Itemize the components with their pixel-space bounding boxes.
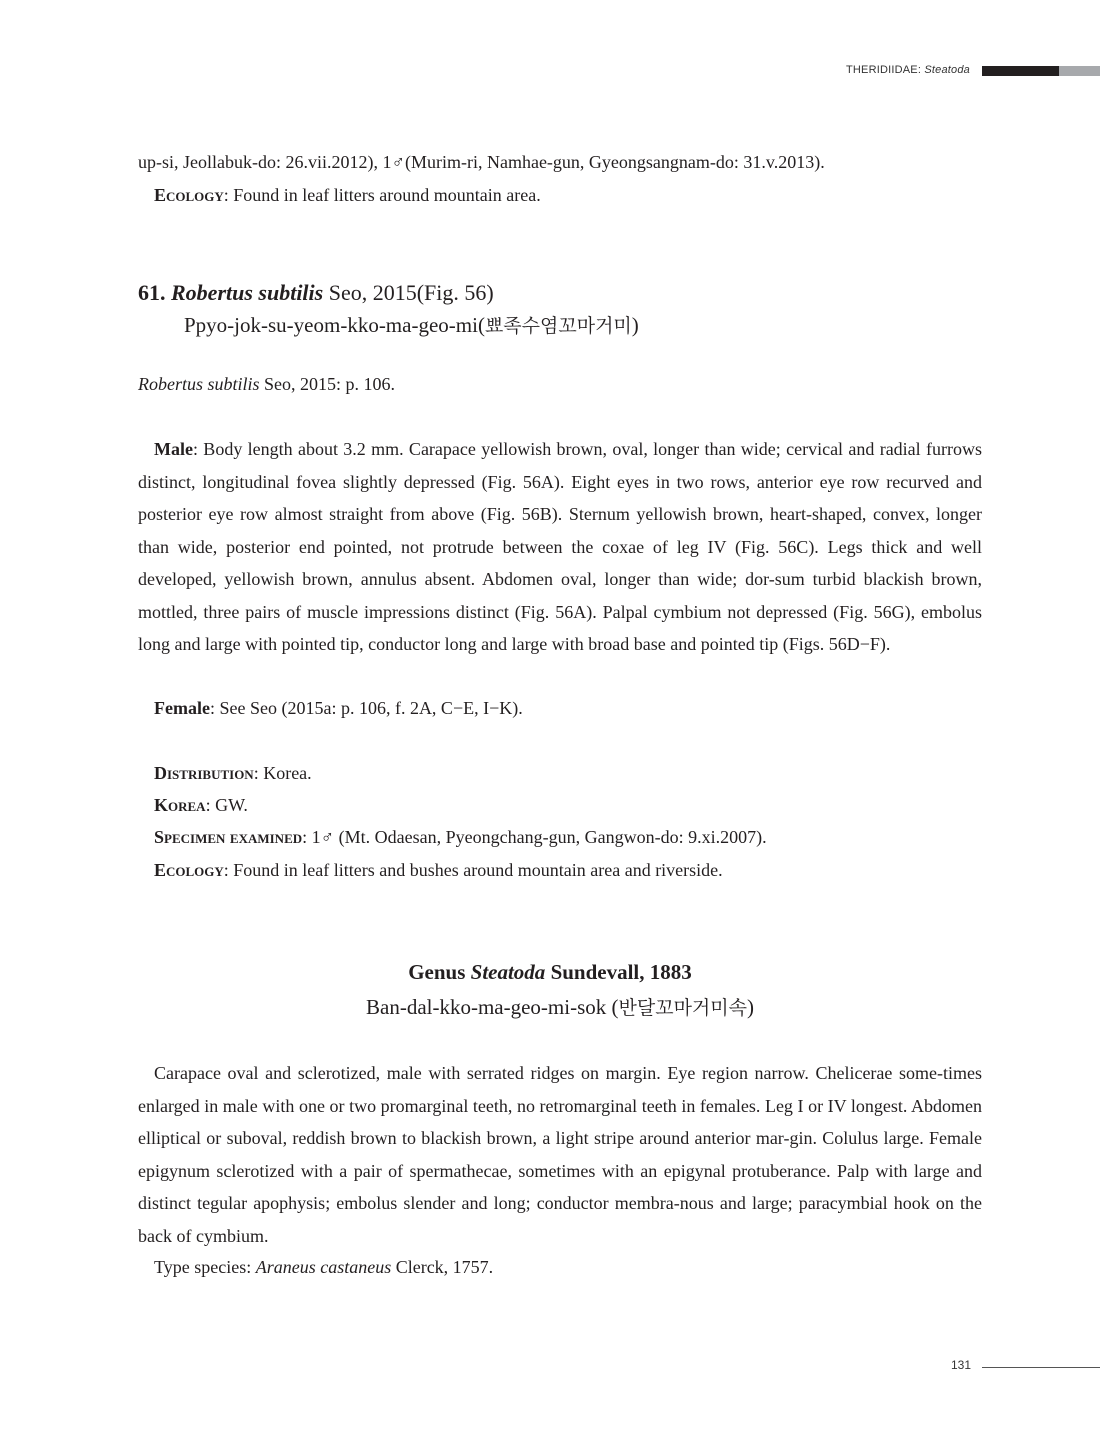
page-number: 131 (950, 1358, 971, 1372)
specimen-line (138, 821, 982, 854)
specimen-text: (Mt. Odaesan, Pyeongchang-gun, Gangwon-do: 9.xi.2007). (334, 827, 767, 847)
type-species-author: Clerck, 1757. (391, 1257, 494, 1277)
species-author: Seo, 2015 (323, 280, 417, 305)
running-header-text (846, 64, 970, 76)
genus-heading (0, 958, 1100, 986)
korea-text: : GW. (205, 795, 248, 815)
genus-romanized-name: Ban-dal-kko-ma-geo-mi-sok (366, 995, 607, 1019)
ecology-paragraph-2 (138, 854, 982, 887)
korea-line (138, 789, 982, 822)
male-symbol: ♂ (391, 152, 405, 172)
continued-record-a: up-si, Jeollabuk-do: 26.vii.2012), 1 (138, 152, 392, 172)
ecology-label: Ecology (154, 860, 224, 880)
header-bar-grey (1059, 66, 1100, 76)
running-header (700, 66, 1100, 78)
header-family: THERIDIIDAE: (845, 64, 925, 76)
genus-prefix: Genus (408, 960, 471, 984)
genus-author: Sundevall, 1883 (545, 960, 692, 984)
korea-label: Korea (154, 795, 206, 815)
paren-close: ) (747, 995, 754, 1019)
citation-name: Robertus subtilis (138, 374, 260, 394)
paren-close: ) (631, 313, 639, 337)
footer-rule (982, 1367, 1100, 1368)
ecology-paragraph-1 (138, 179, 982, 212)
genus-hangul-name: 반달꼬마거미속 (618, 997, 747, 1019)
species-romanized-name: Ppyo-jok-su-yeom-kko-ma-geo-mi (184, 313, 478, 337)
species-hangul-name: 뾰족수염꼬마거미 (484, 315, 632, 337)
species-korean-name (184, 310, 639, 341)
paren-open: ( (477, 313, 485, 337)
type-species (138, 1251, 982, 1284)
genus-korean-name (0, 993, 1100, 1022)
header-bar-dark (982, 66, 1059, 76)
female-label: Female (154, 698, 210, 718)
distribution-text: : Korea. (253, 763, 312, 783)
female-description (138, 692, 982, 725)
genus-description: Carapace oval and sclerotized, male with serrated ridges on margin. Eye region narrow. Chelicerae some-times enlarged in male with one or two promarginal teeth, no retromarginal teeth in females. Leg I or IV longest. Abdomen elliptical or suboval, reddish brown to blackish brown, a light stripe around anterior mar-gin. Colulus large. Female epigynum sclerotized with a pair of spermathecae, sometimes with an epigynal protuberance. Palp with large and distinct tegular apophysis; embolus slender and long; conductor membra-nous and large; paracymbial hook on the back of cymbium. (138, 1063, 982, 1246)
ecology-label: Ecology (154, 185, 224, 205)
species-number: 61. (138, 280, 166, 305)
male-description (138, 433, 982, 661)
distribution-line (138, 757, 982, 790)
specimen-count: : 1 (302, 827, 321, 847)
female-text: : See Seo (2015a: p. 106, f. 2A, C−E, I−K). (209, 698, 523, 718)
continued-record-b: (Murim-ri, Namhae-gun, Gyeongsangnam-do: 31.v.2013). (404, 152, 825, 172)
paren-open: ( (606, 995, 619, 1019)
ecology-text: : Found in leaf litters around mountain area. (223, 185, 541, 205)
continued-record (138, 146, 982, 179)
genus-name: Steatoda (470, 960, 546, 984)
species-figure-ref: (Fig. 56) (416, 280, 494, 305)
distribution-label: Distribution (154, 763, 254, 783)
male-label: Male (154, 439, 193, 459)
type-species-label: Type species: (154, 1257, 256, 1277)
ecology-text: : Found in leaf litters and bushes around mountain area and riverside. (223, 860, 723, 880)
specimen-label: Specimen examined (154, 827, 303, 847)
species-citation (138, 368, 982, 401)
type-species-name: Araneus castaneus (255, 1257, 392, 1277)
male-symbol: ♂ (320, 827, 335, 847)
male-text: : Body length about 3.2 mm. Carapace yellowish brown, oval, longer than wide; cervical and radial furrows distinct, longitudinal fovea slightly depressed (Fig. 56A). Eight eyes in two rows, anterior eye row recurved and posterior eye row almost straight from above (Fig. 56B). Sternum yellowish brown, heart-shaped, convex, longer than wide, posterior end pointed, not protrude between the coxae of leg IV (Fig. 56C). Legs thick and well developed, yellowish brown, annulus absent. Abdomen oval, longer than wide; dor-sum turbid blackish brown, mottled, three pairs of muscle impressions distinct (Fig. 56A). Palpal cymbium not depressed (Fig. 56G), embolus long and large with pointed tip, conductor long and large with broad base and pointed tip (Figs. 56D−F). (138, 439, 982, 654)
species-heading (138, 278, 494, 308)
citation-rest: Seo, 2015: p. 106. (259, 374, 396, 394)
header-genus: Steatoda (924, 64, 970, 76)
species-name: Robertus subtilis (171, 280, 324, 305)
